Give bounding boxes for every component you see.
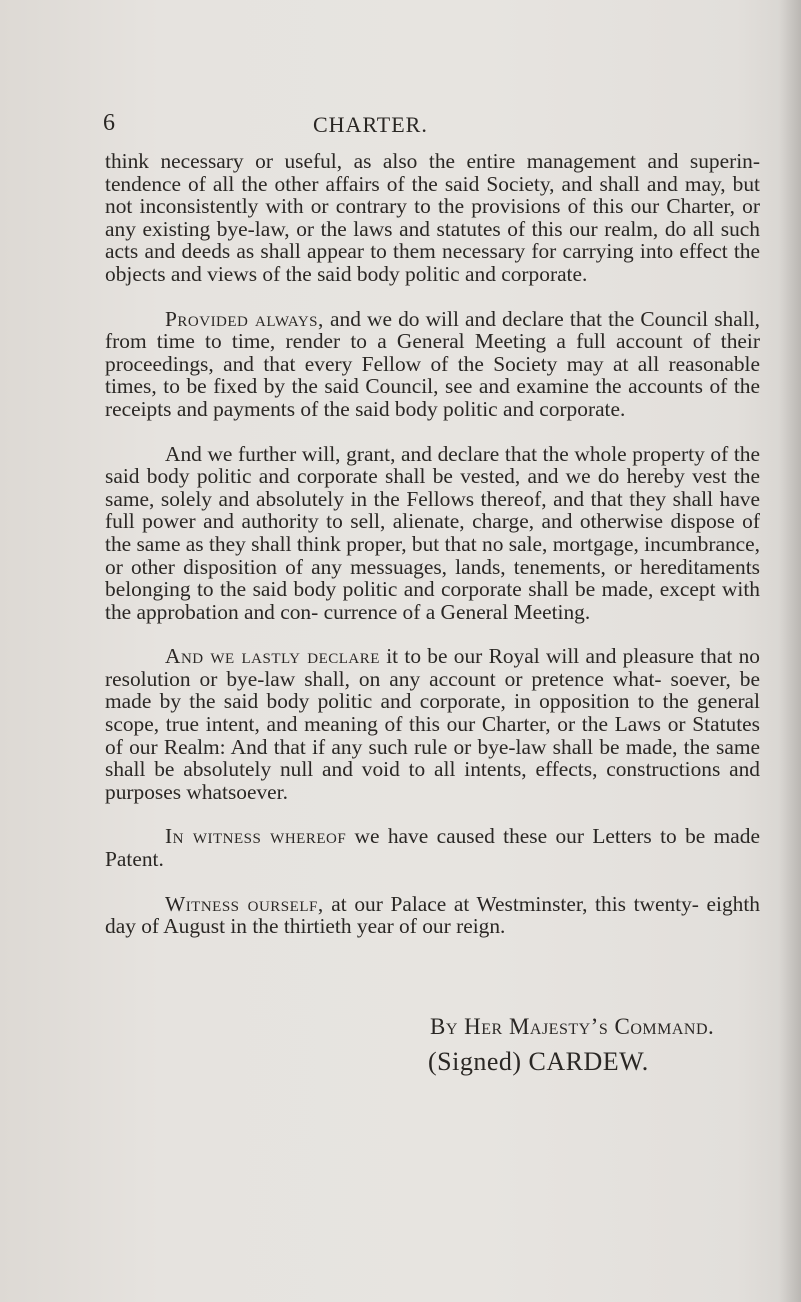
paragraph-4	[105, 645, 760, 803]
paragraph-2-text: and we do will and declare that the Council shall, from time to time, render to a General Meeting a full account of their proceedings, and that every Fellow of the Society may at all reasonable times, to be fixed by the said Council, see and examine the accounts of the receipts and payments of the said body politic and corporate.	[105, 306, 760, 421]
command-line: By Her Majesty’s Command.	[430, 1014, 715, 1039]
page-number: 6	[103, 110, 116, 136]
paragraph-3-text: And we further will, grant, and declare that the whole property of the said body politic and corporate shall be vested, and we do hereby vest the same, solely and absolutely in the Fellows thereof, and that they shall have full power and authority to sell, alienate, charge, and otherwise dispose of the same as they shall think proper, but that no sale, mortgage, incumbrance, or other disposition of any messuages, lands, tenements, or hereditaments belonging to the said body politic and corporate shall be made, except with the approbation and con- currence of a General Meeting.	[105, 441, 760, 624]
paragraph-3	[105, 443, 760, 624]
paragraph-2	[105, 308, 760, 421]
paragraph-6	[105, 893, 760, 938]
paragraph-4-lead: And we lastly declare	[165, 644, 380, 669]
page-header	[0, 110, 801, 140]
paragraph-1-text: think necessary or useful, as also the entire management and superin- tendence of all the other affairs of the said Society, and shall and may, but not inconsistently with or contrary to the provisions of this our Charter, or any existing bye-law, or the laws and statutes of this our realm, do all such acts and deeds as shall appear to them necessary for carrying into effect the objects and views of the said body politic and corporate.	[105, 149, 760, 286]
paragraph-5	[105, 825, 760, 870]
paragraph-5-lead: In witness whereof	[165, 824, 347, 849]
paragraph-6-lead: Witness ourself,	[165, 891, 324, 916]
paragraph-6-text: at our Palace at Westminster, this twenty- eighth day of August in the thirtieth year of our reign.	[105, 891, 760, 939]
paragraph-2-lead: Provided always,	[165, 306, 324, 331]
charter-body	[105, 150, 760, 938]
running-head: CHARTER.	[313, 112, 428, 137]
page-edge-shadow	[779, 0, 801, 1302]
paragraph-5-text: we have caused these our Letters to be made Patent.	[105, 824, 760, 872]
paragraph-4-text: it to be our Royal will and pleasure that no resolution or bye-law shall, on any account or pretence what- soever, be made by the said body politic and corporate, in opposition to the general scope, true intent, and meaning of this our Charter, or the Laws or Statutes of our Realm: And that if any such rule or bye-law shall be made, the same shall be absolutely null and void to all intents, effects, constructions and purposes whatsoever.	[105, 644, 760, 804]
paragraph-1	[105, 150, 760, 286]
signature-line: (Signed) CARDEW.	[428, 1047, 649, 1076]
